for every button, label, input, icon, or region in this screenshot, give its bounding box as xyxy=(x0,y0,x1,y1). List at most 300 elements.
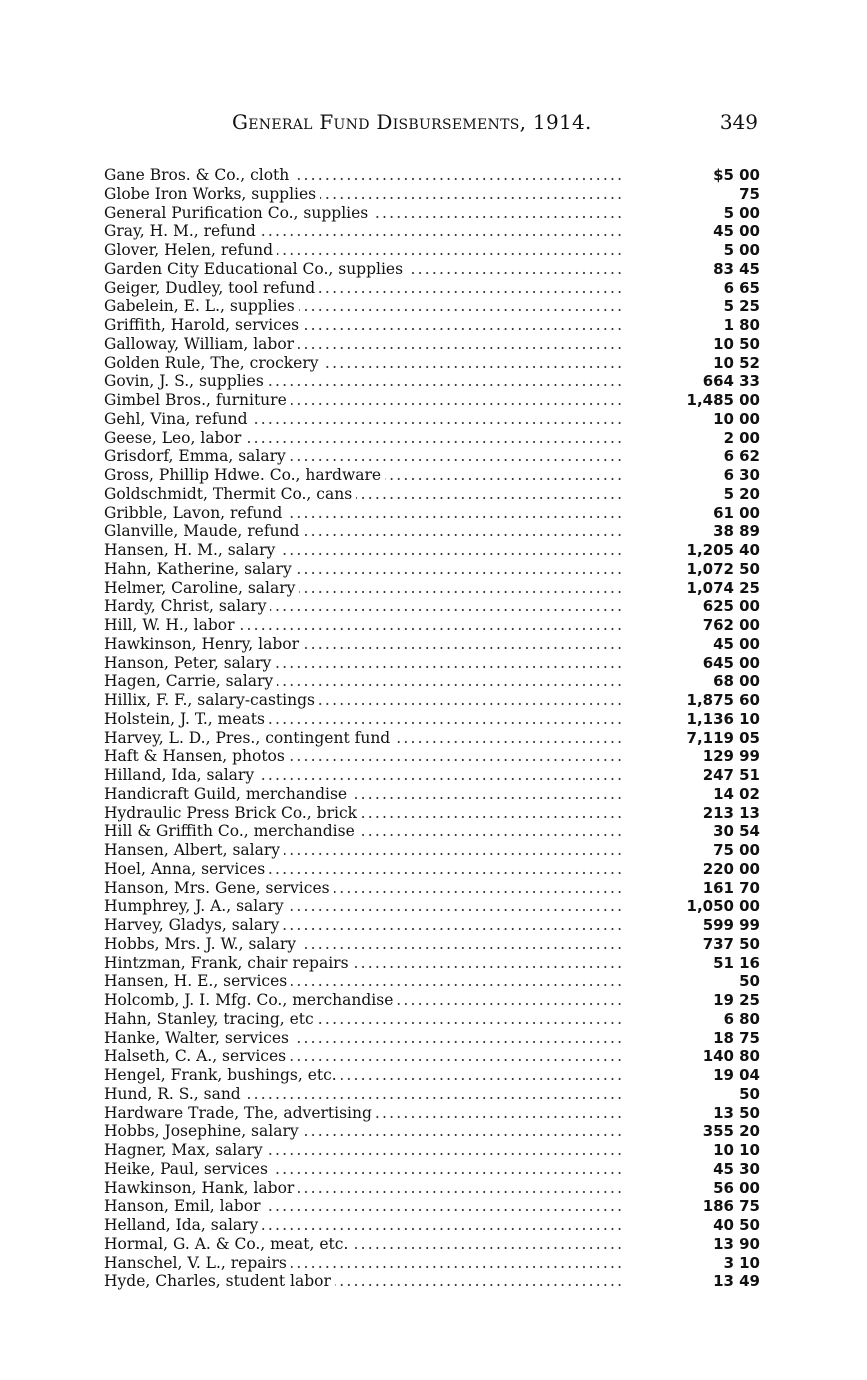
amount-dollars: 5 xyxy=(723,203,734,222)
amount-dollars: 6 xyxy=(723,1009,734,1028)
entry-description xyxy=(104,316,624,335)
amount-dollars: 1,485 xyxy=(686,391,734,409)
entry-description xyxy=(104,766,624,785)
payee-name: Govin, J. S., supplies xyxy=(104,372,268,390)
entry-description xyxy=(104,1179,624,1198)
payee-name: Gimbel Bros., furniture xyxy=(104,391,291,409)
amount-dollars: 762 xyxy=(702,616,734,634)
payee-name: Gehl, Vina, refund xyxy=(104,410,252,428)
amount-cents: 20 xyxy=(739,1122,760,1141)
entry-description xyxy=(104,1254,624,1273)
entry-description xyxy=(104,729,624,748)
ledger-row xyxy=(104,822,764,841)
ledger-row xyxy=(104,522,764,541)
ledger-row xyxy=(104,672,764,691)
amount-dollars: 10 xyxy=(713,409,734,428)
entry-description xyxy=(104,1104,624,1123)
entry-description xyxy=(104,654,624,673)
payee-name: Glanville, Maude, refund xyxy=(104,522,303,540)
payee-name: Grisdorf, Emma, salary xyxy=(104,447,290,465)
ledger-row xyxy=(104,316,764,335)
ledger-row xyxy=(104,1047,764,1066)
amount-dollars: 13 xyxy=(713,1272,734,1291)
entry-description xyxy=(104,204,624,223)
amount-dollars: 129 xyxy=(702,747,734,766)
payee-name: Hyde, Charles, student labor xyxy=(104,1272,335,1290)
entry-description xyxy=(104,1216,624,1235)
amount-cents: 54 xyxy=(739,822,760,841)
amount-cents: 89 xyxy=(739,522,760,541)
payee-name: Galloway, William, labor xyxy=(104,335,298,353)
ledger-row xyxy=(104,222,764,241)
entry-description xyxy=(104,635,624,654)
ledger-row xyxy=(104,1122,764,1141)
amount-cents: 65 xyxy=(739,278,760,297)
amount-dollars: 14 xyxy=(713,784,734,803)
entry-description xyxy=(104,579,624,598)
amount-dollars: 30 xyxy=(713,822,734,841)
amount-dollars: $5 xyxy=(713,166,734,184)
payee-name: Golden Rule, The, crockery xyxy=(104,354,323,372)
amount-dollars: 10 xyxy=(713,1141,734,1159)
amount-cents: 00 xyxy=(739,241,760,259)
payee-name: Geese, Leo, labor xyxy=(104,429,245,447)
amount-cents: 00 xyxy=(739,653,760,672)
ledger-row xyxy=(104,429,764,448)
entry-description xyxy=(104,335,624,354)
entry-description xyxy=(104,1160,624,1179)
amount-cents: 70 xyxy=(739,878,760,897)
ledger-row xyxy=(104,1066,764,1085)
amount-dollars: 6 xyxy=(723,447,734,466)
entry-description xyxy=(104,297,624,316)
entry-description xyxy=(104,372,624,391)
ledger-row xyxy=(104,804,764,823)
amount-dollars: 10 xyxy=(713,334,734,353)
amount-dollars: 3 xyxy=(723,1253,734,1272)
amount-dollars: 1,136 xyxy=(686,709,734,728)
entry-description xyxy=(104,916,624,935)
entry-description xyxy=(104,616,624,635)
amount-dollars: 10 xyxy=(713,353,734,372)
amount-cents: 00 xyxy=(739,166,760,184)
payee-name: Hawkinson, Hank, labor xyxy=(104,1179,298,1197)
amount-dollars: 19 xyxy=(713,991,734,1009)
entry-description xyxy=(104,541,624,560)
entry-description xyxy=(104,410,624,429)
ledger-row xyxy=(104,972,764,991)
payee-name: Hanson, Peter, salary xyxy=(104,654,275,672)
entry-description xyxy=(104,522,624,541)
payee-name: Hill, W. H., labor xyxy=(104,616,238,634)
payee-name: Hanke, Walter, services xyxy=(104,1029,293,1047)
entry-description xyxy=(104,560,624,579)
ledger-row xyxy=(104,1104,764,1123)
entry-description xyxy=(104,1066,624,1085)
payee-name: Glover, Helen, refund xyxy=(104,241,277,259)
amount-dollars: 737 xyxy=(702,934,734,953)
amount-cents: 10 xyxy=(739,709,760,728)
amount-dollars: 40 xyxy=(713,1216,734,1234)
payee-name: Gabelein, E. L., supplies xyxy=(104,297,299,315)
amount-cents: 62 xyxy=(739,447,760,466)
entry-description xyxy=(104,954,624,973)
payee-name: Helland, Ida, salary xyxy=(104,1216,262,1234)
amount-dollars: 1 xyxy=(723,316,734,334)
ledger-row xyxy=(104,297,764,316)
amount-cents: 00 xyxy=(739,203,760,222)
amount-cents: 50 xyxy=(739,972,760,991)
amount-cents: 33 xyxy=(739,372,760,391)
payee-name: Hill & Griffith Co., merchandise xyxy=(104,822,359,840)
entry-description xyxy=(104,822,624,841)
payee-name: Hardy, Christ, salary xyxy=(104,597,270,615)
amount-dollars: 186 xyxy=(702,1197,734,1216)
ledger-row xyxy=(104,1085,764,1104)
payee-name: Hobbs, Josephine, salary xyxy=(104,1122,303,1140)
amount-dollars: 45 xyxy=(713,222,734,241)
payee-name: Hanson, Emil, labor xyxy=(104,1197,265,1215)
payee-name: Hilland, Ida, salary xyxy=(104,766,258,784)
entry-description xyxy=(104,879,624,898)
ledger-row xyxy=(104,466,764,485)
amount-cents: 00 xyxy=(739,1178,760,1197)
payee-name: Hansen, Albert, salary xyxy=(104,841,284,859)
amount-cents: 40 xyxy=(739,541,760,559)
ledger-row xyxy=(104,860,764,879)
entry-description xyxy=(104,1085,624,1104)
ledger-row xyxy=(104,1272,764,1291)
amount-dollars: 68 xyxy=(713,672,734,691)
entry-description xyxy=(104,260,624,279)
entry-description xyxy=(104,747,624,766)
amount-cents: 00 xyxy=(739,897,760,916)
amount-cents: 00 xyxy=(739,672,760,691)
amount-cents: 00 xyxy=(739,222,760,241)
ledger-row xyxy=(104,729,764,748)
payee-name: Garden City Educational Co., supplies xyxy=(104,260,407,278)
entry-description xyxy=(104,935,624,954)
amount-cents: 00 xyxy=(739,859,760,878)
amount-cents: 50 xyxy=(739,1103,760,1122)
entry-description xyxy=(104,897,624,916)
amount-cents: 50 xyxy=(739,934,760,953)
amount-cents: 75 xyxy=(739,1028,760,1047)
amount-dollars: 1,072 xyxy=(686,559,734,578)
ledger-row xyxy=(104,579,764,598)
entry-description xyxy=(104,597,624,616)
amount-dollars: 625 xyxy=(702,597,734,616)
payee-name: Heike, Paul, services xyxy=(104,1160,272,1178)
ledger-row xyxy=(104,166,764,185)
amount-cents: 00 xyxy=(739,841,760,859)
ledger-row xyxy=(104,185,764,204)
ledger-row xyxy=(104,279,764,298)
amount-cents: 50 xyxy=(739,1216,760,1234)
entry-description xyxy=(104,860,624,879)
amount-cents: 00 xyxy=(739,597,760,616)
payee-name: Helmer, Caroline, salary xyxy=(104,579,299,597)
amount-dollars: 1,875 xyxy=(686,691,734,709)
amount-dollars: 1,050 xyxy=(686,897,734,916)
amount-dollars: 220 xyxy=(702,859,734,878)
ledger-row xyxy=(104,391,764,410)
amount-cents: 50 xyxy=(739,1084,760,1103)
ledger-row xyxy=(104,616,764,635)
amount-cents: 90 xyxy=(739,1234,760,1253)
payee-name: Gross, Phillip Hdwe. Co., hardware xyxy=(104,466,385,484)
amount-dollars: 51 xyxy=(713,953,734,972)
entry-description xyxy=(104,485,624,504)
payee-name: Hobbs, Mrs. J. W., salary xyxy=(104,935,300,953)
payee-name: Hardware Trade, The, advertising xyxy=(104,1104,376,1122)
entry-description xyxy=(104,1235,624,1254)
ledger-row xyxy=(104,1010,764,1029)
entry-description xyxy=(104,222,624,241)
amount-dollars: 1,205 xyxy=(686,541,734,559)
entry-description xyxy=(104,166,624,185)
ledger-row xyxy=(104,372,764,391)
ledger-row xyxy=(104,560,764,579)
amount-cents: 04 xyxy=(739,1066,760,1084)
amount-cents: 02 xyxy=(739,784,760,803)
entry-description xyxy=(104,672,624,691)
amount-cents: 50 xyxy=(739,334,760,353)
amount-cents: 25 xyxy=(739,578,760,597)
payee-name: General Purification Co., supplies xyxy=(104,204,372,222)
ledger-row xyxy=(104,916,764,935)
ledger-row xyxy=(104,504,764,523)
ledger-row xyxy=(104,1029,764,1048)
payee-name: Hanson, Mrs. Gene, services xyxy=(104,879,334,897)
ledger-row xyxy=(104,410,764,429)
entry-description xyxy=(104,1047,624,1066)
entry-description xyxy=(104,1010,624,1029)
amount-cents: 25 xyxy=(739,991,760,1009)
amount-dollars: 140 xyxy=(702,1047,734,1066)
ledger-row xyxy=(104,1179,764,1198)
amount-dollars: 13 xyxy=(713,1234,734,1253)
amount-cents: 05 xyxy=(739,728,760,747)
payee-name: Hanschel, V. L., repairs xyxy=(104,1254,291,1272)
payee-name: Hillix, F. F., salary-castings xyxy=(104,691,319,709)
entry-description xyxy=(104,710,624,729)
page-title: General Fund Disbursements, 1914. xyxy=(232,110,592,134)
payee-name: Hansen, H. M., salary xyxy=(104,541,279,559)
entry-description xyxy=(104,504,624,523)
ledger-row xyxy=(104,447,764,466)
payee-name: Harvey, L. D., Pres., contingent fund xyxy=(104,729,394,747)
amount-cents: 99 xyxy=(739,916,760,934)
amount-dollars: 6 xyxy=(723,466,734,484)
amount-cents: 49 xyxy=(739,1272,760,1291)
payee-name: Hormal, G. A. & Co., meat, etc. xyxy=(104,1235,352,1253)
payee-name: Hintzman, Frank, chair repairs xyxy=(104,954,353,972)
ledger-row xyxy=(104,991,764,1010)
payee-name: Gribble, Lavon, refund xyxy=(104,504,286,522)
ledger-row xyxy=(104,1160,764,1179)
ledger-row xyxy=(104,747,764,766)
ledger-row xyxy=(104,1254,764,1273)
entry-description xyxy=(104,1122,624,1141)
ledger-row xyxy=(104,841,764,860)
ledger-row xyxy=(104,879,764,898)
entry-description xyxy=(104,241,624,260)
entry-description xyxy=(104,1141,624,1160)
amount-cents: 30 xyxy=(739,1159,760,1178)
entry-description xyxy=(104,785,624,804)
payee-name: Hengel, Frank, bushings, etc. xyxy=(104,1066,341,1084)
ledger-row xyxy=(104,635,764,654)
ledger-row xyxy=(104,541,764,560)
disbursement-list xyxy=(104,166,764,1291)
entry-description xyxy=(104,429,624,448)
ledger-row xyxy=(104,766,764,785)
payee-name: Holstein, J. T., meats xyxy=(104,710,269,728)
amount-cents: 80 xyxy=(739,316,760,334)
amount-cents: 10 xyxy=(739,1253,760,1272)
entry-description xyxy=(104,991,624,1010)
payee-name: Haft & Hansen, photos xyxy=(104,747,289,765)
amount-dollars: 38 xyxy=(713,522,734,541)
entry-description xyxy=(104,691,624,710)
entry-description xyxy=(104,466,624,485)
payee-name: Humphrey, J. A., salary xyxy=(104,897,288,915)
amount-dollars: 18 xyxy=(713,1028,734,1047)
amount-cents: 00 xyxy=(739,616,760,634)
entry-description xyxy=(104,841,624,860)
amount-dollars: 213 xyxy=(702,803,734,822)
amount-cents: 16 xyxy=(739,953,760,972)
ledger-row xyxy=(104,935,764,954)
running-header xyxy=(232,110,762,140)
payee-name: Hoel, Anna, services xyxy=(104,860,269,878)
payee-name: Gane Bros. & Co., cloth xyxy=(104,166,293,184)
amount-cents: 20 xyxy=(739,484,760,503)
payee-name: Griffith, Harold, services xyxy=(104,316,303,334)
ledger-row xyxy=(104,204,764,223)
entry-description xyxy=(104,972,624,991)
payee-name: Hagner, Max, salary xyxy=(104,1141,267,1159)
payee-name: Globe Iron Works, supplies xyxy=(104,185,320,203)
amount-dollars: 19 xyxy=(713,1066,734,1084)
payee-name: Hahn, Stanley, tracing, etc xyxy=(104,1010,318,1028)
ledger-row xyxy=(104,485,764,504)
entry-description xyxy=(104,1029,624,1048)
payee-name: Holcomb, J. I. Mfg. Co., merchandise xyxy=(104,991,397,1009)
amount-cents: 00 xyxy=(739,503,760,522)
amount-cents: 80 xyxy=(739,1009,760,1028)
payee-name: Halseth, C. A., services xyxy=(104,1047,290,1065)
amount-dollars: 355 xyxy=(702,1122,734,1141)
amount-dollars: 2 xyxy=(723,428,734,447)
ledger-row xyxy=(104,1235,764,1254)
entry-description xyxy=(104,279,624,298)
entry-description xyxy=(104,354,624,373)
amount-cents: 13 xyxy=(739,803,760,822)
amount-dollars: 1,074 xyxy=(686,578,734,597)
amount-dollars: 247 xyxy=(702,766,734,784)
amount-cents: 51 xyxy=(739,766,760,784)
amount-dollars: 45 xyxy=(713,1159,734,1178)
amount-cents: 52 xyxy=(739,353,760,372)
amount-dollars: 75 xyxy=(713,841,734,859)
ledger-row xyxy=(104,954,764,973)
amount-cents: 80 xyxy=(739,1047,760,1066)
payee-name: Handicraft Guild, merchandise xyxy=(104,785,351,803)
amount-cents: 00 xyxy=(739,428,760,447)
ledger-row xyxy=(104,335,764,354)
amount-cents: 00 xyxy=(739,391,760,409)
ledger-row xyxy=(104,1216,764,1235)
payee-name: Hahn, Katherine, salary xyxy=(104,560,296,578)
amount-cents: 75 xyxy=(739,184,760,203)
amount-dollars: 45 xyxy=(713,634,734,653)
ledger-row xyxy=(104,260,764,279)
amount-cents: 25 xyxy=(739,297,760,316)
amount-dollars: 83 xyxy=(713,259,734,278)
ledger-row xyxy=(104,241,764,260)
page-number: 349 xyxy=(719,110,758,134)
amount-dollars: 5 xyxy=(723,297,734,316)
ledger-row xyxy=(104,654,764,673)
entry-description xyxy=(104,391,624,410)
ledger-row xyxy=(104,785,764,804)
amount-dollars: 7,119 xyxy=(686,728,734,747)
amount-cents: 10 xyxy=(739,1141,760,1159)
payee-name: Harvey, Gladys, salary xyxy=(104,916,283,934)
amount-dollars: 61 xyxy=(713,503,734,522)
payee-name: Hagen, Carrie, salary xyxy=(104,672,277,690)
ledger-row xyxy=(104,691,764,710)
payee-name: Hydraulic Press Brick Co., brick xyxy=(104,804,361,822)
amount-dollars: 6 xyxy=(723,278,734,297)
entry-description xyxy=(104,185,624,204)
entry-description xyxy=(104,804,624,823)
payee-name: Geiger, Dudley, tool refund xyxy=(104,279,319,297)
entry-description xyxy=(104,1272,624,1291)
amount-cents: 30 xyxy=(739,466,760,484)
ledger-row xyxy=(104,597,764,616)
ledger-row xyxy=(104,354,764,373)
ledger-row xyxy=(104,710,764,729)
amount-dollars: 645 xyxy=(702,653,734,672)
amount-cents: 75 xyxy=(739,1197,760,1216)
payee-name: Hund, R. S., sand xyxy=(104,1085,245,1103)
amount-dollars: 599 xyxy=(702,916,734,934)
amount-cents: 99 xyxy=(739,747,760,766)
amount-cents: 50 xyxy=(739,559,760,578)
amount-dollars: 5 xyxy=(723,484,734,503)
ledger-row xyxy=(104,1197,764,1216)
amount-dollars: 664 xyxy=(702,372,734,391)
payee-name: Goldschmidt, Thermit Co., cans xyxy=(104,485,356,503)
entry-description xyxy=(104,1197,624,1216)
amount-cents: 00 xyxy=(739,409,760,428)
payee-name: Gray, H. M., refund xyxy=(104,222,260,240)
entry-description xyxy=(104,447,624,466)
payee-name: Hansen, H. E., services xyxy=(104,972,291,990)
amount-dollars: 13 xyxy=(713,1103,734,1122)
amount-cents: 60 xyxy=(739,691,760,709)
amount-cents: 45 xyxy=(739,259,760,278)
amount-dollars: 5 xyxy=(723,241,734,259)
amount-cents: 00 xyxy=(739,634,760,653)
ledger-row xyxy=(104,897,764,916)
amount-dollars: 56 xyxy=(713,1178,734,1197)
amount-dollars: 161 xyxy=(702,878,734,897)
ledger-row xyxy=(104,1141,764,1160)
